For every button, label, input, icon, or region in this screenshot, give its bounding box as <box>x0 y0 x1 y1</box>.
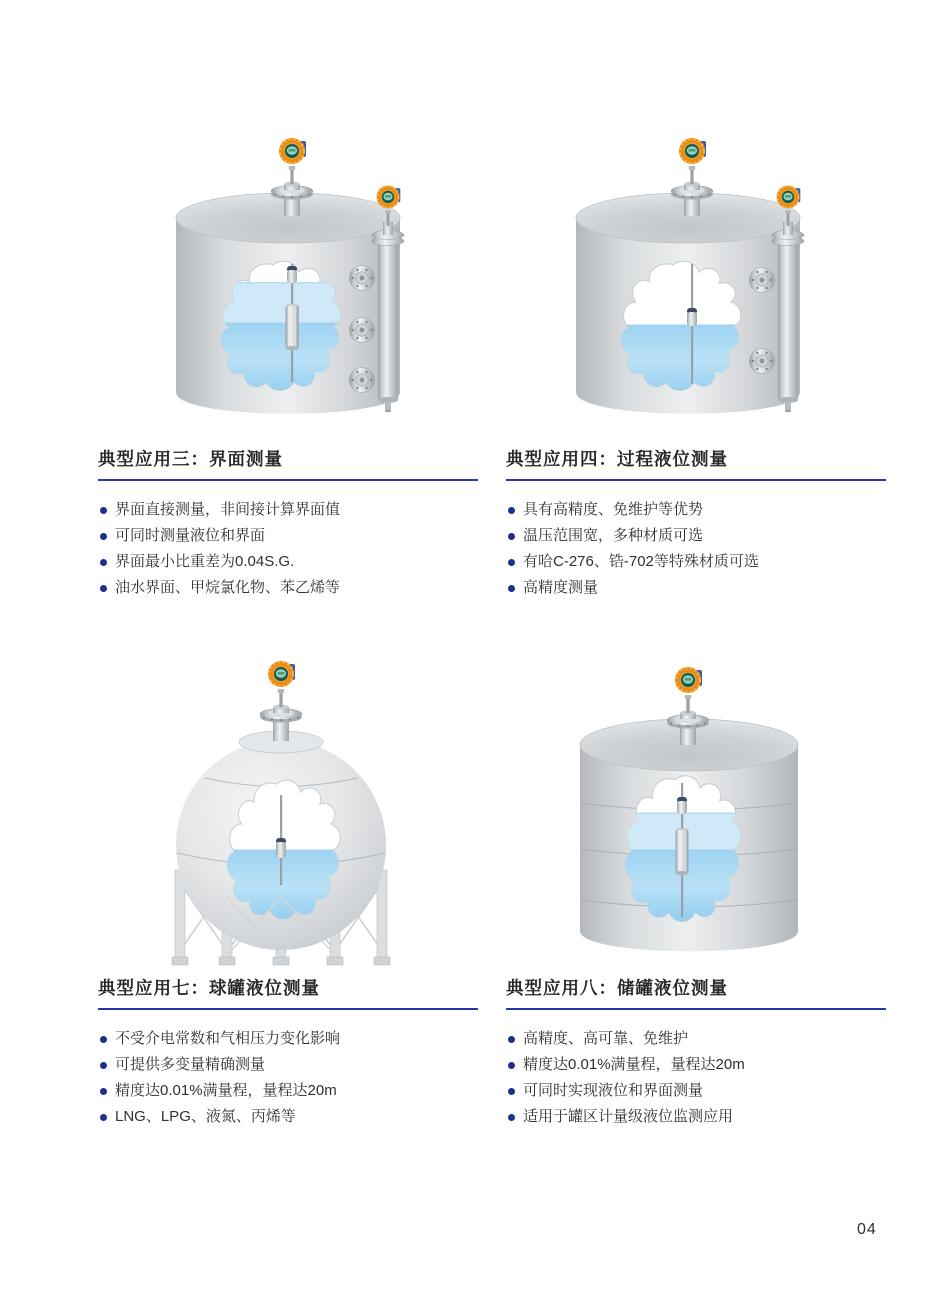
section-title: 典型应用四：过程液位测量 <box>506 448 886 481</box>
section-title: 典型应用七：球罐液位测量 <box>98 977 478 1010</box>
feature-item: 适用于罐区计量级液位监测应用 <box>506 1109 886 1125</box>
section-app8 <box>506 977 886 1135</box>
feature-list <box>506 502 886 596</box>
feature-item: 具有高精度、免维护等优势 <box>506 502 886 518</box>
page-number: 04 <box>857 1221 877 1238</box>
feature-item: 可同时实现液位和界面测量 <box>506 1083 886 1099</box>
tank-level-illustration <box>550 130 880 440</box>
transmitter-icon <box>279 138 306 184</box>
section-title: 典型应用三：界面测量 <box>98 448 478 481</box>
feature-item: 高精度、高可靠、免维护 <box>506 1031 886 1047</box>
section-title: 典型应用八：储罐液位测量 <box>506 977 886 1010</box>
section-app7 <box>98 977 478 1135</box>
transmitter-icon <box>268 661 295 707</box>
feature-item: 界面最小比重差为0.04S.G. <box>98 554 478 570</box>
section-app3 <box>98 448 478 606</box>
feature-item: 有哈C-276、锆-702等特殊材质可选 <box>506 554 886 570</box>
feature-list <box>98 502 478 596</box>
tank-interface-illustration <box>150 130 480 440</box>
feature-item: 温压范围宽，多种材质可选 <box>506 528 886 544</box>
section-app4 <box>506 448 886 606</box>
feature-item: 可提供多变量精确测量 <box>98 1057 478 1073</box>
feature-list <box>506 1031 886 1125</box>
feature-item: 高精度测量 <box>506 580 886 596</box>
spherical-tank-illustration <box>150 645 470 975</box>
feature-item: 精度达0.01%满量程，量程达20m <box>506 1057 886 1073</box>
storage-tank-illustration <box>555 645 875 975</box>
feature-list <box>98 1031 478 1125</box>
feature-item: 不受介电常数和气相压力变化影响 <box>98 1031 478 1047</box>
feature-item: LNG、LPG、液氮、丙烯等 <box>98 1109 478 1125</box>
transmitter-icon <box>675 667 702 713</box>
transmitter-icon <box>679 138 706 184</box>
feature-item: 可同时测量液位和界面 <box>98 528 478 544</box>
feature-item: 油水界面、甲烷氯化物、苯乙烯等 <box>98 580 478 596</box>
feature-item: 精度达0.01%满量程，量程达20m <box>98 1083 478 1099</box>
feature-item: 界面直接测量，非间接计算界面值 <box>98 502 478 518</box>
